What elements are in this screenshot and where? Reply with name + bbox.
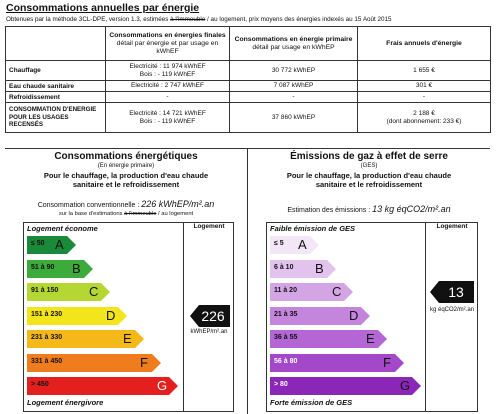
ges-desc-line-1: Pour le chauffage, la production d'eau chaude (286, 171, 452, 180)
ges-desc-line-2: sanitaire et le refroidissement (315, 180, 423, 189)
row-primary: 7 087 kWhEP (230, 81, 358, 92)
header-primary-title: Consommations en énergie primaire (234, 35, 353, 43)
header-primary (230, 27, 358, 61)
ges-class-letter: D (349, 307, 359, 323)
consumption-table (5, 26, 491, 133)
ges-class-e (270, 330, 387, 348)
ges-class-g (270, 377, 421, 395)
energy-desc-line-1: Pour le chauffage, la production d'eau chaude (43, 171, 209, 180)
header-final-title: Consommations en énergies finales (109, 31, 226, 39)
row-label: Chauffage (6, 61, 106, 81)
energy-basis (5, 211, 247, 217)
ges-class-range: 11 à 20 (274, 287, 297, 294)
energy-class-d (27, 307, 127, 325)
header-final (106, 27, 230, 61)
ges-value: 13 (448, 284, 464, 300)
energy-class-letter: D (106, 307, 116, 323)
energy-headline-value: 226 kWhEP/m².an (141, 199, 215, 209)
table-row (6, 92, 491, 103)
energy-class-range: 231 à 330 (31, 334, 63, 341)
energy-class-letter: E (123, 331, 132, 346)
ges-bottom-label: Forte émission de GES (270, 398, 353, 407)
ges-headline-label: Estimation des émissions : (287, 207, 373, 214)
energy-class-arrow (27, 377, 178, 395)
row-primary: 30 772 kWhEP (230, 61, 358, 81)
method-struck: à l'immeuble (170, 16, 206, 23)
energy-class-g (27, 377, 178, 395)
ges-column-label: Logement (436, 223, 468, 230)
ges-class-letter: B (315, 260, 324, 276)
final-line-1: Electricité : 11 974 kWhEF (129, 62, 206, 70)
energy-column-line (183, 222, 184, 412)
final-line-2: Bois : - 119 kWhEF (139, 117, 196, 125)
row-final (106, 103, 230, 133)
ges-headline-value: 13 kg éqCO2/m².an (372, 204, 451, 214)
cost-line-2: (dont abonnement: 233 €) (386, 117, 462, 125)
energy-class-letter: B (72, 260, 81, 276)
energy-bottom-label: Logement énergivore (27, 398, 104, 407)
energy-description (5, 171, 247, 189)
row-label: Refroidissement (6, 92, 106, 103)
method-note (6, 16, 392, 23)
ges-class-range: 6 à 10 (274, 263, 294, 271)
energy-unit: kWhEP/m².an (190, 329, 228, 335)
row-label: Eau chaude sanitaire (6, 81, 106, 92)
energy-title: Consommations énergétiques (54, 151, 198, 162)
ges-class-f (270, 354, 404, 372)
ges-top-label: Faible émission de GES (270, 224, 356, 233)
ges-class-letter: F (383, 354, 391, 370)
energy-class-e (27, 330, 144, 348)
final-line-2: Bois : - 119 kWhEF (139, 70, 196, 78)
energy-class-letter: G (157, 378, 168, 393)
cost-line-1: 2 188 € (413, 109, 435, 117)
row-label: CONSOMMATION D'ENERGIE POUR LES USAGES RECENSÉS (6, 103, 106, 133)
ges-class-d (270, 307, 370, 325)
energy-headline (5, 199, 247, 209)
ges-column-line (425, 222, 426, 412)
row-cost (358, 103, 491, 133)
energy-desc-line-2: sanitaire et le refroidissement (72, 180, 180, 189)
header-empty (6, 27, 106, 61)
energy-class-letter: F (140, 354, 148, 370)
ges-class-b (270, 260, 336, 278)
energy-class-f (27, 354, 161, 372)
energy-class-b (27, 260, 93, 278)
energy-value-pointer (190, 305, 230, 332)
ges-class-a (270, 236, 319, 254)
energy-subtitle: (En énergie primaire) (97, 163, 155, 169)
ges-subtitle: (GES) (360, 163, 378, 169)
ges-class-letter: E (366, 331, 375, 346)
energy-basis-post: / au logement (156, 211, 194, 217)
ges-headline (248, 204, 490, 214)
energy-class-c (27, 283, 110, 301)
energy-class-a (27, 236, 76, 254)
table-row (6, 61, 491, 81)
ges-class-letter: A (298, 237, 307, 252)
method-post: / au logement, prix moyens des énergies indexés au 15 Août 2015 (205, 16, 392, 23)
energy-basis-pre: sur la base d'estimations (58, 211, 125, 217)
row-cost: 301 € (358, 81, 491, 92)
table-row (6, 81, 491, 92)
energy-class-letter: A (55, 237, 64, 252)
row-final: - (106, 92, 230, 103)
energy-class-range: 151 à 230 (31, 310, 63, 318)
ges-class-arrow (270, 377, 421, 395)
header-primary-sub: détail par usage en kWhEP (252, 43, 335, 51)
energy-column-label: Logement (193, 223, 225, 230)
header-cost (358, 27, 491, 61)
energy-class-range: ≤ 50 (31, 240, 45, 247)
final-line-1: Electricité : 14 721 kWhEF (129, 109, 206, 117)
page-title: Consommations annuelles par énergie (6, 2, 200, 14)
ges-class-range: > 80 (274, 381, 288, 388)
ges-unit: kg éqCO2/m².an (429, 307, 475, 313)
ges-value-pointer (430, 281, 474, 308)
row-cost: - (358, 92, 491, 103)
energy-class-range: 51 à 90 (31, 263, 55, 271)
row-primary: - (230, 92, 358, 103)
ges-title: Émissions de gaz à effet de serre (290, 151, 448, 162)
row-final (106, 61, 230, 81)
ges-description (248, 171, 490, 189)
ges-class-range: 36 à 55 (274, 334, 298, 341)
table-header-row (6, 27, 491, 61)
row-final: Electricité : 2 747 kWhEF (106, 81, 230, 92)
energy-class-letter: C (89, 284, 99, 299)
energy-value: 226 (201, 307, 225, 324)
table-row (6, 103, 491, 133)
header-final-sub: détail par énergie et par usage en kWhEF (116, 39, 219, 55)
row-cost: 1 655 € (358, 61, 491, 81)
energy-class-range: 331 à 450 (31, 357, 63, 365)
row-primary: 37 860 kWhEP (230, 103, 358, 133)
ges-class-range: 21 à 35 (274, 310, 298, 318)
method-pre: Obtenues par la méthode 3CL-DPE, version 1.3, estimées (6, 16, 171, 23)
energy-top-label: Logement économe (27, 224, 98, 233)
ges-class-c (270, 283, 353, 301)
ges-class-range: ≤ 5 (274, 240, 284, 247)
header-cost-title: Frais annuels d'énergie (386, 39, 462, 47)
ges-class-letter: C (332, 284, 342, 299)
energy-basis-struck: à l'immeuble (124, 211, 157, 217)
ges-class-range: 56 à 80 (274, 357, 298, 365)
ges-class-letter: G (400, 378, 411, 393)
energy-class-range: 91 à 150 (31, 287, 59, 294)
energy-class-range: > 450 (31, 381, 49, 388)
energy-headline-label: Consommation conventionnelle : (37, 202, 142, 209)
